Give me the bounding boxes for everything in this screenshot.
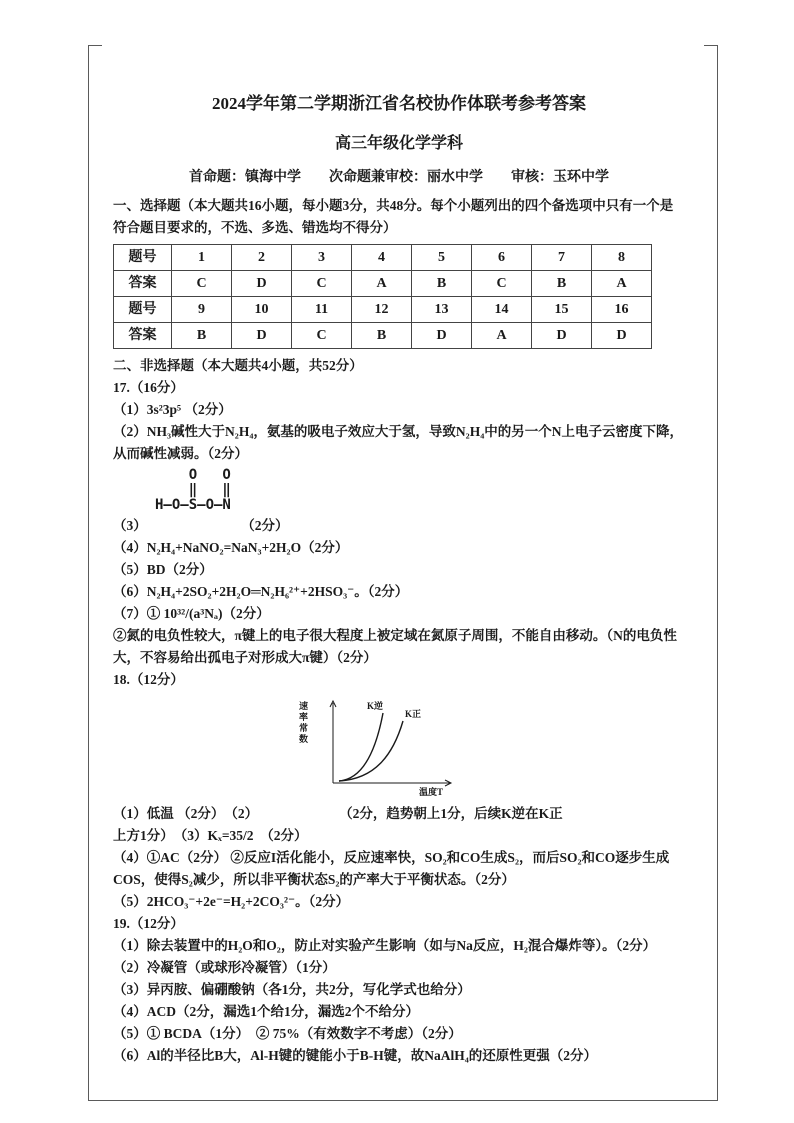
curve-k-reverse [339, 713, 383, 781]
page-border-left [88, 45, 89, 1100]
table-cell: A [352, 271, 412, 297]
table-cell: B [532, 271, 592, 297]
rate-constant-graph [298, 695, 685, 801]
table-cell: 16 [592, 297, 652, 323]
q18-answer-1-2: （1）低温 （2分） （2） （2分，趋势朝上1分，后续K逆在K正 [113, 806, 563, 821]
curve-k-forward [339, 721, 403, 781]
q17-answer-7a: （7）① 10³²/(a³Nₐ)（2分） [113, 606, 270, 621]
table-cell: 9 [172, 297, 232, 323]
table-cell: B [412, 271, 472, 297]
q18-answer-2-cont-3: 上方1分） （3）Kₓ=35/2 （2分） [113, 828, 308, 843]
answer-table [113, 244, 652, 349]
free-section-heading: 二、非选择题（本大题共4小题，共52分） [113, 358, 363, 373]
table-cell: 4 [352, 245, 412, 271]
table-cell: 11 [292, 297, 352, 323]
credits-line: 首命题：镇海中学 次命题兼审校：丽水中学 审核：玉环中学 [189, 170, 609, 185]
table-cell: 10 [232, 297, 292, 323]
curve-k-forward-label: K正 [405, 709, 422, 719]
q19-answer-4: （4）ACD（2分，漏选1个给1分，漏选2个不给分） [113, 1004, 419, 1019]
row-label: 答案 [114, 271, 172, 297]
q19-answer-5: （5）① BCDA（1分） ② 75%（有效数字不考虑）（2分） [113, 1026, 462, 1041]
table-cell: B [172, 323, 232, 349]
choice-section-heading: 一、选择题（本大题共16小题，每小题3分，共48分。每个小题列出的四个备选项中只有一个是符合题目要求的，不选、多选、错选均不得分） [113, 198, 674, 235]
table-cell: 2 [232, 245, 292, 271]
table-cell: C [292, 271, 352, 297]
structural-formula [155, 468, 685, 513]
table-cell: 3 [292, 245, 352, 271]
page-border-tick-top-left [88, 45, 102, 46]
formula-double-bonds: ‖ ‖ [155, 482, 231, 498]
table-cell: A [472, 323, 532, 349]
q17-answer-6: （6）N₂H₄+2SO₂+2H₂O═N₂H₆²⁺+2HSO₃⁻。（2分） [113, 584, 409, 599]
q17-answer-4: （4）N₂H₄+NaNO₂=NaN₃+2H₂O（2分） [113, 540, 349, 555]
graph-plot [309, 695, 459, 801]
page-title: 2024学年第二学期浙江省名校协作体联考参考答案 [212, 94, 586, 113]
table-cell: 13 [412, 297, 472, 323]
question-17-title: 17.（16分） [113, 380, 184, 395]
curve-k-reverse-label: K逆 [367, 701, 384, 711]
table-cell: 1 [172, 245, 232, 271]
q19-answer-6: （6）Al的半径比B大，Al-H键的键能小于B-H键，故NaAlH₄的还原性更强（2分） [113, 1048, 598, 1063]
formula-backbone: H—O—S—O—N [155, 497, 231, 513]
row-label: 答案 [114, 323, 172, 349]
table-cell: D [412, 323, 472, 349]
table-cell: 12 [352, 297, 412, 323]
table-cell: C [472, 271, 532, 297]
table-cell: D [232, 323, 292, 349]
table-row [114, 323, 652, 349]
table-cell: 14 [472, 297, 532, 323]
table-cell: 7 [532, 245, 592, 271]
graph-x-axis-label: 温度T [419, 787, 444, 797]
table-cell: 6 [472, 245, 532, 271]
table-cell: A [592, 271, 652, 297]
page-border-bottom [88, 1100, 718, 1101]
q19-answer-2: （2）冷凝管（或球形冷凝管）（1分） [113, 960, 336, 975]
table-row [114, 297, 652, 323]
graph-y-axis-label: 速率常数 [298, 701, 308, 745]
row-label: 题号 [114, 245, 172, 271]
formula-top-oxygens: O O [155, 467, 231, 483]
table-cell: D [532, 323, 592, 349]
q19-answer-1: （1）除去装置中的H₂O和O₂，防止对实验产生影响（如与Na反应，H₂混合爆炸等）。（2分） [113, 938, 657, 953]
table-cell: D [592, 323, 652, 349]
q19-answer-3: （3）异丙胺、偏硼酸钠（各1分，共2分，写化学式也给分） [113, 982, 471, 997]
document-content [113, 92, 685, 1067]
q18-answer-5: （5）2HCO₃⁻+2e⁻=H₂+2CO₃²⁻。（2分） [113, 894, 350, 909]
question-19-title: 19.（12分） [113, 916, 184, 931]
q17-answer-7b: ②氮的电负性较大，π键上的电子很大程度上被定域在氮原子周围，不能自由移动。（N的电负性大，不容易给出孤电子对形成大π键）（2分） [113, 628, 677, 665]
table-cell: C [172, 271, 232, 297]
table-cell: B [352, 323, 412, 349]
table-cell: C [292, 323, 352, 349]
page-subtitle: 高三年级化学学科 [334, 135, 463, 152]
table-cell: 5 [412, 245, 472, 271]
q17-answer-2: （2）NH₃碱性大于N₂H₄，氨基的吸电子效应大于氢，导致N₂H₄中的另一个N上电子云密度下降，从而碱性减弱。（2分） [113, 424, 683, 461]
page-border-right [717, 45, 718, 1100]
table-cell: 8 [592, 245, 652, 271]
q18-answer-4: （4）①AC（2分） ②反应I活化能小，反应速率快，SO₂和CO生成S₂，而后SO₂和CO逐步生成COS，使得S₂减少，所以非平衡状态S₂的产率大于平衡状态。（2分） [113, 850, 670, 887]
q17-answer-1: （1）3s²3p⁵ （2分） [113, 402, 232, 417]
table-cell: D [232, 271, 292, 297]
table-row [114, 271, 652, 297]
table-row [114, 245, 652, 271]
page-border-tick-top-right [704, 45, 718, 46]
table-cell: 15 [532, 297, 592, 323]
question-18-title: 18.（12分） [113, 672, 184, 687]
q17-answer-3: （3） （2分） [113, 518, 289, 533]
q17-answer-5: （5）BD（2分） [113, 562, 213, 577]
row-label: 题号 [114, 297, 172, 323]
